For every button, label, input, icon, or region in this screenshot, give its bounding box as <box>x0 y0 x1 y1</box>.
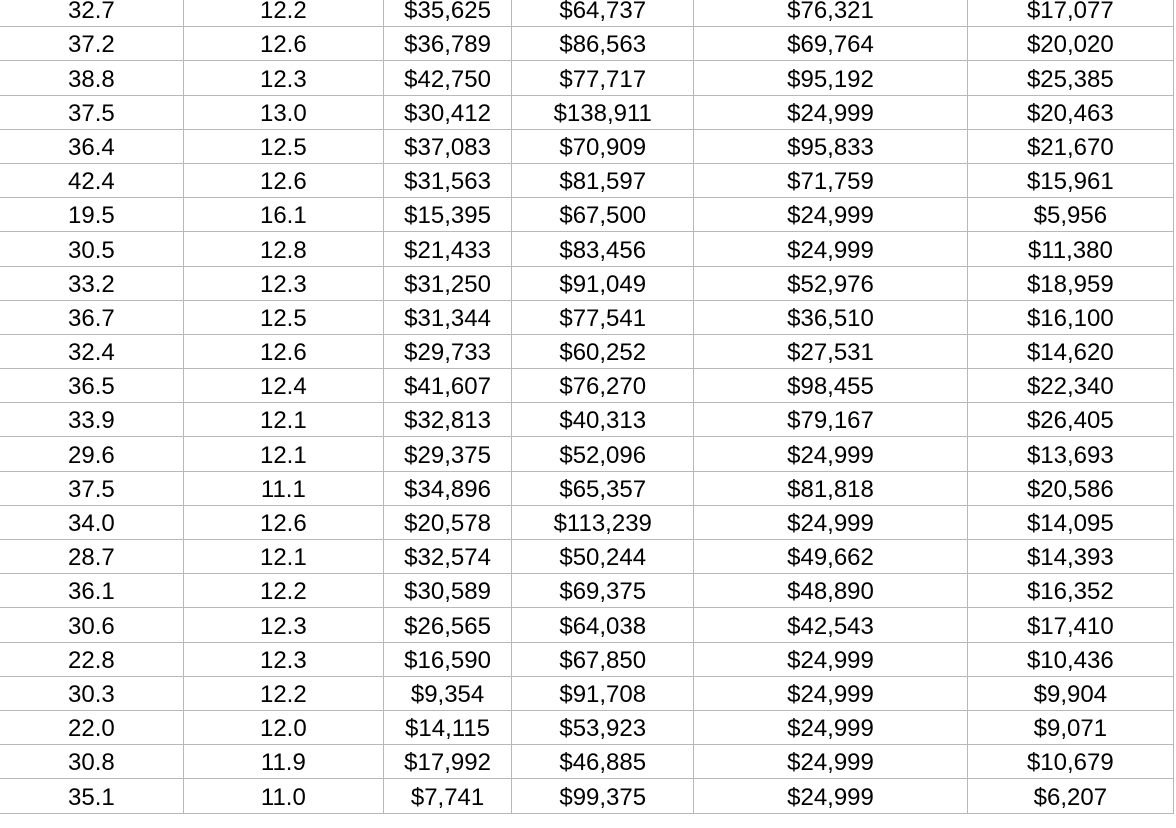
table-row <box>0 540 1174 574</box>
table-cell[interactable]: 32.4 <box>0 334 183 368</box>
table-cell[interactable]: $27,531 <box>694 334 967 368</box>
table-cell[interactable]: $64,038 <box>512 608 694 642</box>
table-cell[interactable]: $9,354 <box>383 676 511 710</box>
table-cell[interactable]: $41,607 <box>383 369 511 403</box>
table-cell[interactable]: $10,436 <box>967 642 1173 676</box>
table-cell[interactable]: 12.8 <box>183 232 383 266</box>
table-cell[interactable]: $15,395 <box>383 198 511 232</box>
table-row <box>0 608 1174 642</box>
table-cell[interactable]: $29,733 <box>383 334 511 368</box>
table-cell[interactable]: 11.9 <box>183 745 383 779</box>
table-cell[interactable]: 30.5 <box>0 232 183 266</box>
table-cell[interactable]: $36,789 <box>383 27 511 61</box>
table-cell[interactable]: 42.4 <box>0 163 183 197</box>
table-cell[interactable]: $29,375 <box>383 437 511 471</box>
table-cell[interactable]: $30,412 <box>383 95 511 129</box>
table-cell[interactable]: $95,833 <box>694 129 967 163</box>
table-cell[interactable]: $20,578 <box>383 505 511 539</box>
table-cell[interactable]: $71,759 <box>694 163 967 197</box>
table-cell[interactable]: 32.7 <box>0 0 183 27</box>
table-cell[interactable]: $53,923 <box>512 710 694 744</box>
table-cell[interactable]: 12.3 <box>183 61 383 95</box>
table-cell[interactable]: 36.5 <box>0 369 183 403</box>
table-cell[interactable]: $6,207 <box>967 779 1173 813</box>
table-cell[interactable]: 12.5 <box>183 129 383 163</box>
table-cell[interactable]: 36.7 <box>0 300 183 334</box>
table-row <box>0 437 1174 471</box>
table-cell[interactable]: $70,909 <box>512 129 694 163</box>
table-cell[interactable]: $31,250 <box>383 266 511 300</box>
table-cell[interactable]: $67,850 <box>512 642 694 676</box>
table-cell[interactable]: $99,375 <box>512 779 694 813</box>
table-cell[interactable]: $13,693 <box>967 437 1173 471</box>
table-cell[interactable]: 29.6 <box>0 437 183 471</box>
table-cell[interactable]: 34.0 <box>0 505 183 539</box>
table-cell[interactable]: 12.0 <box>183 710 383 744</box>
table-cell[interactable]: 12.2 <box>183 574 383 608</box>
table-cell[interactable]: $79,167 <box>694 403 967 437</box>
table-cell[interactable]: $18,959 <box>967 266 1173 300</box>
table-cell[interactable]: $20,463 <box>967 95 1173 129</box>
table-cell[interactable]: 12.1 <box>183 540 383 574</box>
table-cell[interactable]: 35.1 <box>0 779 183 813</box>
table-cell[interactable]: $24,999 <box>694 745 967 779</box>
table-cell[interactable]: $26,405 <box>967 403 1173 437</box>
table-cell[interactable]: 37.5 <box>0 95 183 129</box>
table-cell[interactable]: 30.8 <box>0 745 183 779</box>
table-cell[interactable]: $113,239 <box>512 505 694 539</box>
table-cell[interactable]: $10,679 <box>967 745 1173 779</box>
table-cell[interactable]: $17,077 <box>967 0 1173 27</box>
table-cell[interactable]: $32,574 <box>383 540 511 574</box>
table-cell[interactable]: 16.1 <box>183 198 383 232</box>
table-cell[interactable]: $98,455 <box>694 369 967 403</box>
table-cell[interactable]: 12.6 <box>183 505 383 539</box>
table-cell[interactable]: $65,357 <box>512 471 694 505</box>
table-cell[interactable]: $24,999 <box>694 437 967 471</box>
table-cell[interactable]: $24,999 <box>694 642 967 676</box>
table-cell[interactable]: 37.2 <box>0 27 183 61</box>
table-cell[interactable]: 30.6 <box>0 608 183 642</box>
table-cell[interactable]: $34,896 <box>383 471 511 505</box>
table-cell[interactable]: $20,020 <box>967 27 1173 61</box>
table-cell[interactable]: $16,590 <box>383 642 511 676</box>
table-cell[interactable]: $11,380 <box>967 232 1173 266</box>
table-row <box>0 334 1174 368</box>
table-cell[interactable]: 12.3 <box>183 266 383 300</box>
table-cell[interactable]: $52,096 <box>512 437 694 471</box>
table-cell[interactable]: $24,999 <box>694 710 967 744</box>
table-cell[interactable]: $14,115 <box>383 710 511 744</box>
table-cell[interactable]: 37.5 <box>0 471 183 505</box>
table-cell[interactable]: $20,586 <box>967 471 1173 505</box>
table-cell[interactable]: 38.8 <box>0 61 183 95</box>
table-cell[interactable]: 12.1 <box>183 403 383 437</box>
table-cell[interactable]: $22,340 <box>967 369 1173 403</box>
table-cell[interactable]: $77,717 <box>512 61 694 95</box>
table-cell[interactable]: $31,344 <box>383 300 511 334</box>
table-cell[interactable]: $24,999 <box>694 95 967 129</box>
table-cell[interactable]: 12.6 <box>183 163 383 197</box>
table-cell[interactable]: $42,750 <box>383 61 511 95</box>
table-cell[interactable]: $32,813 <box>383 403 511 437</box>
table-row <box>0 129 1174 163</box>
table-cell[interactable]: 22.8 <box>0 642 183 676</box>
table-row <box>0 642 1174 676</box>
table-cell[interactable]: $49,662 <box>694 540 967 574</box>
table-cell[interactable]: $15,961 <box>967 163 1173 197</box>
table-cell[interactable]: $21,433 <box>383 232 511 266</box>
table-row <box>0 403 1174 437</box>
table-cell[interactable]: $69,375 <box>512 574 694 608</box>
table-cell[interactable]: $77,541 <box>512 300 694 334</box>
table-cell[interactable]: 36.4 <box>0 129 183 163</box>
table-cell[interactable]: $36,510 <box>694 300 967 334</box>
table-cell[interactable]: 12.6 <box>183 334 383 368</box>
table-cell[interactable]: $17,992 <box>383 745 511 779</box>
table-cell[interactable]: $31,563 <box>383 163 511 197</box>
table-row <box>0 710 1174 744</box>
table-cell[interactable]: $42,543 <box>694 608 967 642</box>
table-row <box>0 95 1174 129</box>
table-row <box>0 27 1174 61</box>
table-cell[interactable]: $14,393 <box>967 540 1173 574</box>
table-cell[interactable]: 28.7 <box>0 540 183 574</box>
table-cell[interactable]: $17,410 <box>967 608 1173 642</box>
table-cell[interactable]: 36.1 <box>0 574 183 608</box>
table-cell[interactable]: $138,911 <box>512 95 694 129</box>
table-row <box>0 505 1174 539</box>
table-cell[interactable]: 22.0 <box>0 710 183 744</box>
table-cell[interactable]: 33.9 <box>0 403 183 437</box>
table-cell[interactable]: $83,456 <box>512 232 694 266</box>
table-cell[interactable]: $30,589 <box>383 574 511 608</box>
table-cell[interactable]: 12.1 <box>183 437 383 471</box>
table-cell[interactable]: 12.2 <box>183 0 383 27</box>
table-cell[interactable]: $24,999 <box>694 232 967 266</box>
table-row <box>0 266 1174 300</box>
table-cell[interactable]: $50,244 <box>512 540 694 574</box>
table-cell[interactable]: $81,597 <box>512 163 694 197</box>
table-cell[interactable]: $76,270 <box>512 369 694 403</box>
table-cell[interactable]: $37,083 <box>383 129 511 163</box>
table-cell[interactable]: 11.0 <box>183 779 383 813</box>
table-row <box>0 574 1174 608</box>
table-cell[interactable]: $48,890 <box>694 574 967 608</box>
table-cell[interactable]: 12.3 <box>183 608 383 642</box>
table-cell[interactable]: $91,049 <box>512 266 694 300</box>
table-row <box>0 676 1174 710</box>
table-cell[interactable]: $26,565 <box>383 608 511 642</box>
table-cell[interactable]: $64,737 <box>512 0 694 27</box>
table-row <box>0 198 1174 232</box>
table-cell[interactable]: 12.6 <box>183 27 383 61</box>
table-cell[interactable]: $76,321 <box>694 0 967 27</box>
table-cell[interactable]: 11.1 <box>183 471 383 505</box>
table-row <box>0 471 1174 505</box>
table-cell[interactable]: $21,670 <box>967 129 1173 163</box>
table-cell[interactable]: $9,904 <box>967 676 1173 710</box>
table-cell[interactable]: 33.2 <box>0 266 183 300</box>
table-cell[interactable]: 12.2 <box>183 676 383 710</box>
table-cell[interactable]: $24,999 <box>694 198 967 232</box>
table-cell[interactable]: $69,764 <box>694 27 967 61</box>
table-row <box>0 369 1174 403</box>
table-cell[interactable]: 30.3 <box>0 676 183 710</box>
table-cell[interactable]: $25,385 <box>967 61 1173 95</box>
table-row <box>0 300 1174 334</box>
table-cell[interactable]: $40,313 <box>512 403 694 437</box>
table-cell[interactable]: $35,625 <box>383 0 511 27</box>
table-cell[interactable]: 12.3 <box>183 642 383 676</box>
table-cell[interactable]: 13.0 <box>183 95 383 129</box>
table-cell[interactable]: $67,500 <box>512 198 694 232</box>
table-row <box>0 0 1174 27</box>
table-cell[interactable]: 19.5 <box>0 198 183 232</box>
table-cell[interactable]: $9,071 <box>967 710 1173 744</box>
table-row <box>0 779 1174 813</box>
table-cell[interactable]: $86,563 <box>512 27 694 61</box>
table-cell[interactable]: $5,956 <box>967 198 1173 232</box>
table-cell[interactable]: $7,741 <box>383 779 511 813</box>
table-cell[interactable]: $24,999 <box>694 505 967 539</box>
table-cell[interactable]: $52,976 <box>694 266 967 300</box>
table-cell[interactable]: $14,620 <box>967 334 1173 368</box>
table-row <box>0 61 1174 95</box>
table-cell[interactable]: $46,885 <box>512 745 694 779</box>
table-cell[interactable]: $95,192 <box>694 61 967 95</box>
table-cell[interactable]: $60,252 <box>512 334 694 368</box>
table-cell[interactable]: $16,352 <box>967 574 1173 608</box>
table-row <box>0 745 1174 779</box>
table-cell[interactable]: 12.5 <box>183 300 383 334</box>
table-cell[interactable]: $81,818 <box>694 471 967 505</box>
table-cell[interactable]: $14,095 <box>967 505 1173 539</box>
table-cell[interactable]: $91,708 <box>512 676 694 710</box>
table-cell[interactable]: $24,999 <box>694 779 967 813</box>
table-cell[interactable]: $16,100 <box>967 300 1173 334</box>
table-cell[interactable]: 12.4 <box>183 369 383 403</box>
table-row <box>0 163 1174 197</box>
table-cell[interactable]: $24,999 <box>694 676 967 710</box>
table-row <box>0 232 1174 266</box>
